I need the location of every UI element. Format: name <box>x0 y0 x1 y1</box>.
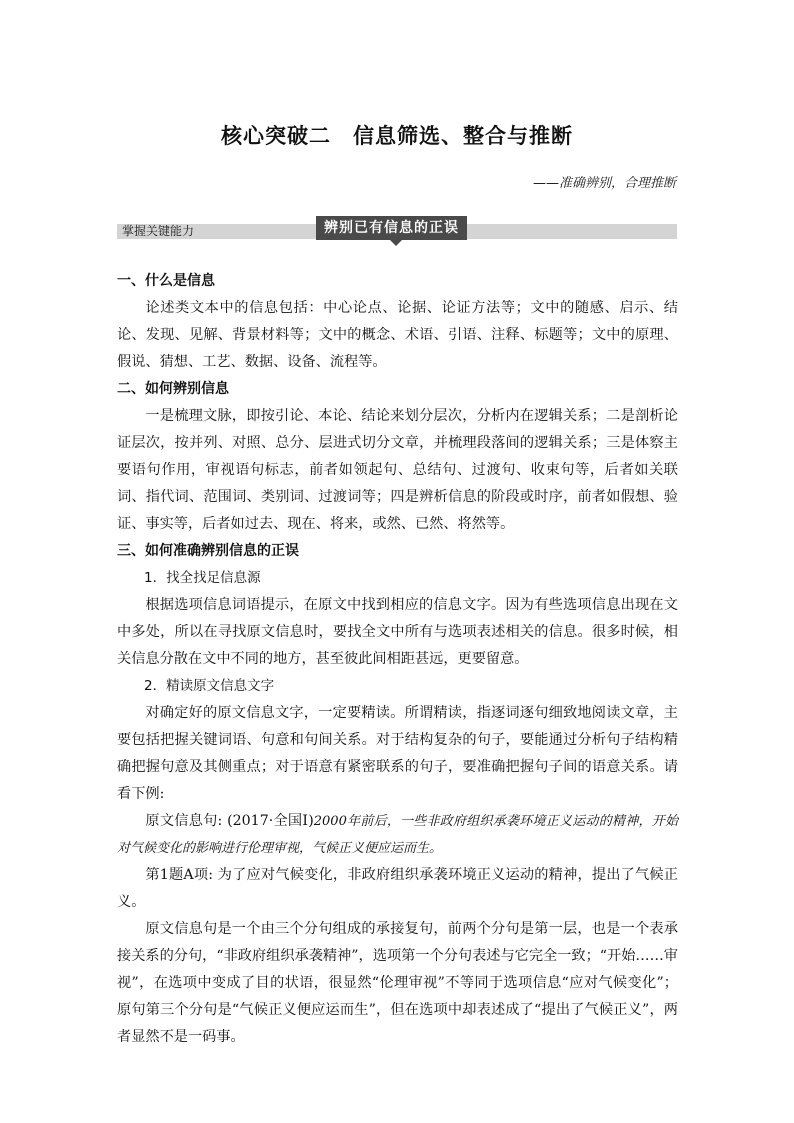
paragraph: 原文信息句是一个由三个分句组成的承接复句，前两个分句是第一层，也是一个表承接关系的分句，“非政府组织承袭精神”，选项第一个分句表述与它完全一致；“开始……审视”，在选项中变成了目的状语，很显然“伦理审视”不等同于选项信息“应对气候变化”；原句第三个分句是“气候正义便应运而生”，但在选项中却表述成了“提出了气候正义”，两者显然不是一码事。 <box>117 921 678 1045</box>
quote-lead: 原文信息句: (2017·全国Ⅰ) <box>145 813 314 829</box>
page-subtitle: ——准确辨别，合理推断 <box>532 176 676 191</box>
paragraph: 对确定好的原文信息文字，一定要精读。所谓精读，指逐词逐句细致地阅读文章，主要包括把握关键词语、句意和句间关系。对于结构复杂的句子，要能通过分析句子结构精确把握句意及其侧重点；对于语意有紧密联系的句子，要准确把握句子间的语意关系。请看下例: <box>117 705 678 802</box>
banner-arrow-icon <box>390 240 402 246</box>
banner-tag: 辨别已有信息的正误 <box>316 216 467 240</box>
paragraph: 根据选项信息词语提示，在原文中找到相应的信息文字。因为有些选项信息出现在文中多处，所以在寻找原文信息时，要找全文中所有与选项表述相关的信息。很多时候，相关信息分散在文中不同的地方，甚至彼此间相距甚远，更要留意。 <box>117 597 678 667</box>
quote-text: 2000年前后，一些非政府组织承袭环境正义运动的精神，开始对气候变化的影响进行伦理审视，气候正义便应运而生。 <box>117 814 678 856</box>
paragraph: 第1题A项: 为了应对气候变化，非政府组织承袭环境正义运动的精神，提出了气候正义。 <box>117 867 678 910</box>
section-banner <box>117 220 677 239</box>
paragraph: 论述类文本中的信息包括：中心论点、论据、论证方法等；文中的随感、启示、结论、发现、见解、背景材料等；文中的概念、术语、引语、注释、标题等；文中的原理、假说、猜想、工艺、数据、设备、流程等。 <box>117 300 678 370</box>
document-body <box>117 268 678 1051</box>
subheading-2: 2．精读原文信息文字 <box>144 678 275 694</box>
section-heading-1: 一、什么是信息 <box>117 273 215 289</box>
quote-paragraph <box>117 808 678 862</box>
paragraph: 一是梳理文脉，即按引论、本论、结论来划分层次，分析内在逻辑关系；二是剖析论证层次，按并列、对照、总分、层进式切分文章，并梳理段落间的逻辑关系；三是体察主要语句作用，审视语句标志，前者如领起句、总结句、过渡句、收束句等，后者如关联词、指代词、范围词、类别词、过渡词等；四是辨析信息的阶段或时序，前者如假想、验证、事实等，后者如过去、现在、将来，或然、已然、将然等。 <box>117 408 678 532</box>
subheading-1: 1．找全找足信息源 <box>144 570 261 586</box>
section-heading-3: 三、如何准确辨别信息的正误 <box>117 543 299 559</box>
banner-label: 掌握关键能力 <box>122 224 195 238</box>
section-heading-2: 二、如何辨别信息 <box>117 381 229 397</box>
page-title: 核心突破二 信息筛选、整合与推断 <box>221 124 573 148</box>
